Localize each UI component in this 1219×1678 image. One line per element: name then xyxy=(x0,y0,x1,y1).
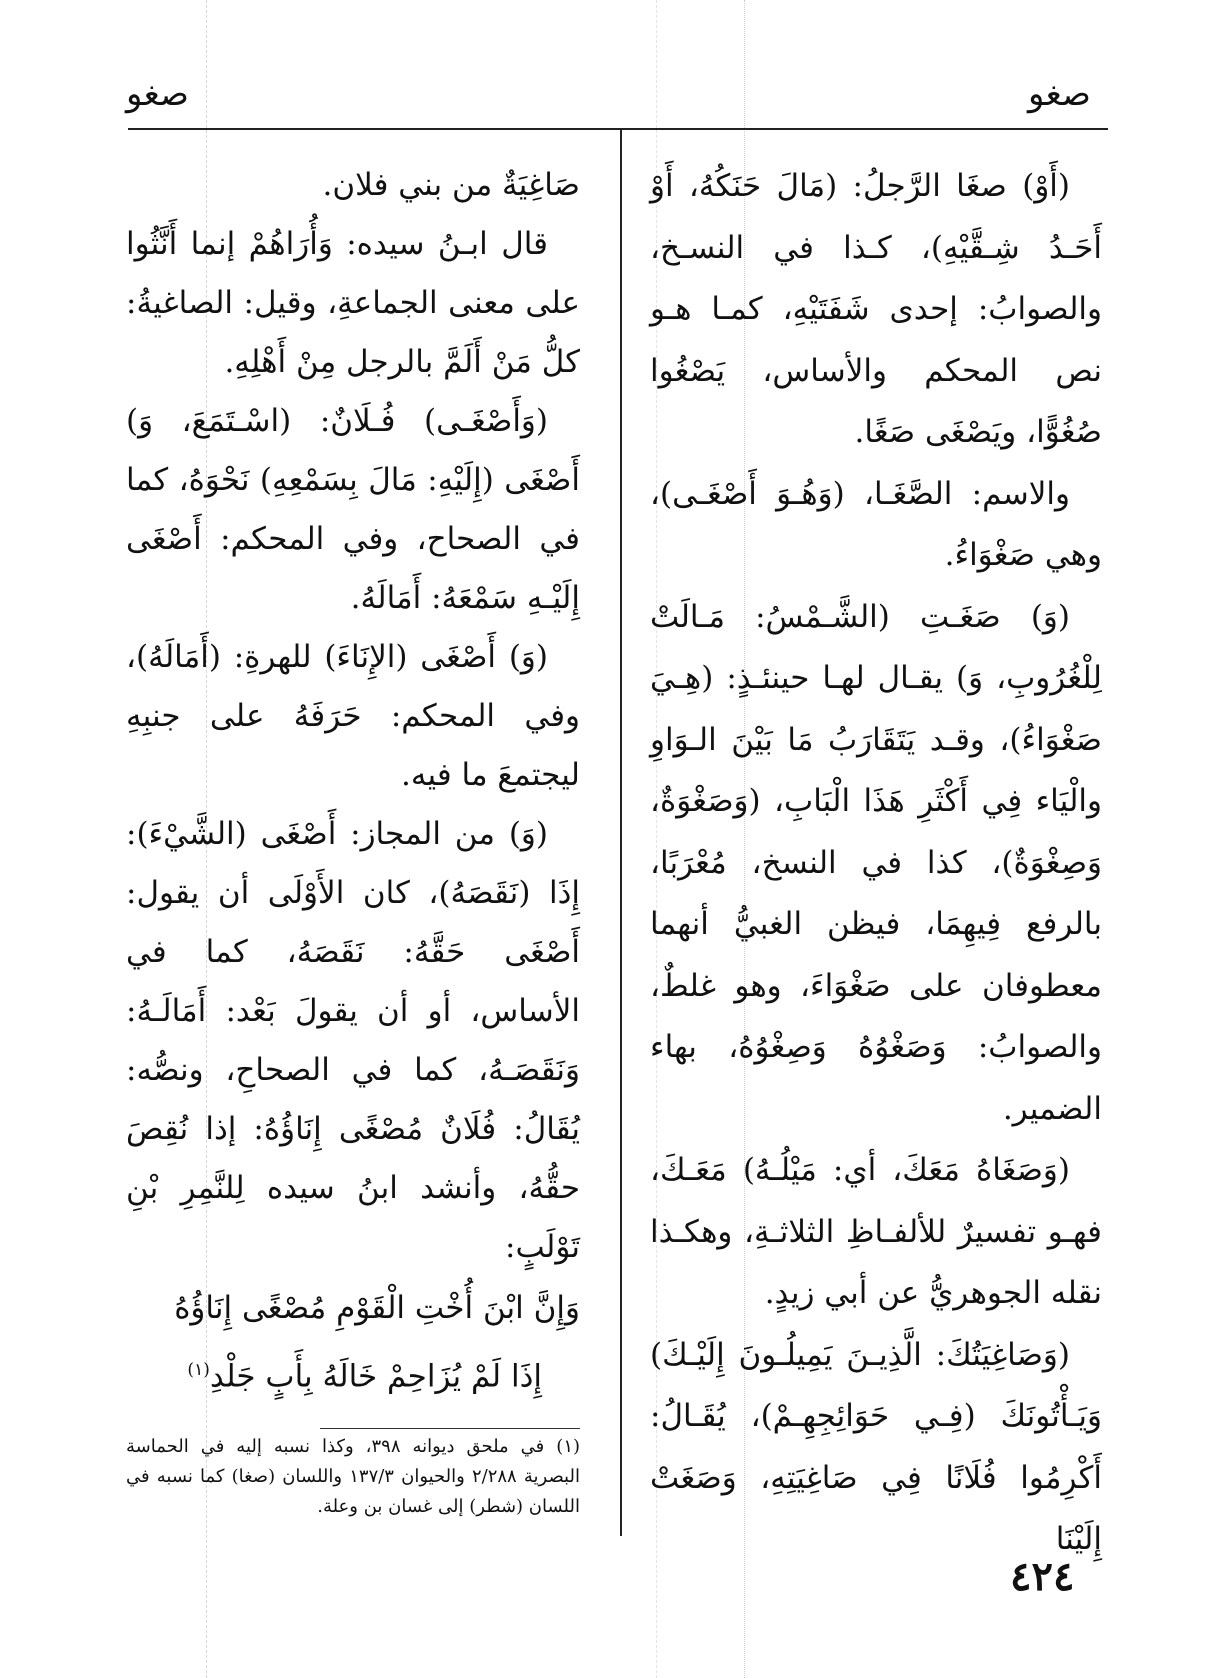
left-column xyxy=(126,156,580,1407)
paragraph: (وَ) أَصْغَى (الإِنَاءَ) للهرةِ: (أَمَالَهُ)، وفي المحكم: حَرَفَهُ على جنبِهِ ليجتمعَ ما فيه. xyxy=(126,639,580,793)
footnote-marker: (١) xyxy=(187,1360,210,1380)
verse-text: إِذَا لَمْ يُزَاحِمْ خَالَهُ بِأَبٍ جَلْدِ xyxy=(209,1358,542,1395)
paragraph: (وَأَصْغَـى) فُـلَانٌ: (اسْـتَمَعَ، وَ) أَصْغَى (إِلَيْهِ: مَالَ بِسَمْعِهِ) نَحْوَهُ، كما في الصحاح، وفي المحكم: أَصْغَى إِلَيْـهِ سَمْعَهُ: أَمَالَهُ. xyxy=(126,403,580,616)
column-divider xyxy=(620,128,622,1536)
paragraph: (أَوْ) صغَا الرَّجلُ: (مَالَ حَنَكُهُ، أَوْ أَحَـدُ شِـقَّيْهِ)، كـذا في النسـخ، والصوابُ: إحدى شَفَتَيْهِ، كمـا هـو نص المحكم والأساس، يَصْغُوا صُغُوًّا، ويَصْغَى صَغًا. xyxy=(650,168,1102,450)
paragraph: (وَصَغَاهُ مَعَكَ، أي: مَيْلُـهُ) مَعَـكَ، فهـو تفسيرٌ للألفـاظِ الثلاثـةِ، وهكـذا نقله الجوهريُّ عن أبي زيدٍ. xyxy=(650,1152,1102,1311)
paragraph: صَاغِيَةٌ من بني فلان. xyxy=(322,167,580,203)
paragraph: (وَ) من المجاز: أَصْغَى (الشَّيْءَ): إِذَا (نَقَصَهُ)، كان الأَوْلَى أن يقول: أَصْغَى حَقَّهُ: نَقَصَهُ، كما في الأساس، أو أن يقولَ بَعْد: أَمَالَـهُ: وَنَقَصَـهُ، كما في الصحاحِ، ونصُّه: يُقَالُ: فُلَانٌ مُصْغًى إِنَاؤُهُ: إذا نُقِصَ حقُّهُ، وأنشد ابنُ سيده لِلنَّمِرِ بْنِ تَوْلَبٍ: xyxy=(126,816,580,1265)
paragraph: قال ابـنُ سيده: وَأُرَاهُمْ إنما أَنَّثُوا على معنى الجماعةِ، وقيل: الصاغيةُ: كلُّ مَنْ أَلَمَّ بالرجل مِنْ أَهْلِهِ. xyxy=(126,226,580,380)
paragraph: (وَ) صَغَـتِ (الشَّـمْسُ: مَـالَتْ لِلْغُرُوبِ، وَ) يقـال لهـا حينئـذٍ: (هِـيَ صَغْوَاءُ)، وقـد يَتَقَارَبُ مَا بَيْنَ الـوَاوِ والْيَاء فِي أَكْثَرِ هَذَا الْبَابِ، (وَصَغْوَةٌ، وَصِغْوَةٌ)، كذا في النسخ، مُعْرَبًا، بالرفع فِيهِمَا، فيظن الغبيُّ أنهما معطوفان على صَغْوَاءَ، وهو غلطٌ، والصوابُ: وَصَغْوُهُ وَصِغْوُهُ، بهاء الضمير. xyxy=(650,598,1102,1127)
verse-line xyxy=(126,1339,580,1407)
paragraph: (وَصَاغِيَتُكَ: الَّذِيـنَ يَمِيلُـونَ إِلَيْـكَ) وَيَـأْتُونَكَ (فِـي حَوَائِجِهِـمْ)، يُقَـالُ: أَكْرِمُوا فُلَانًا فِي صَاغِيَتِهِ، وَصَغَتْ إِلَيْنَا xyxy=(650,1336,1102,1557)
right-column xyxy=(650,156,1102,1571)
paragraph: والاسم: الصَّغَـا، (وَهُـوَ أَصْغَـى)، وهي صَغْوَاءُ. xyxy=(650,475,1102,573)
verse-line: وَإِنَّ ابْنَ أُخْتِ الْقَوْمِ مُصْغًى إِنَاؤُهُ xyxy=(174,1290,580,1326)
running-header-left: صغو xyxy=(126,74,189,114)
page-number: ٤٢٤ xyxy=(1010,1553,1075,1600)
header-rule xyxy=(128,128,1108,130)
footnote: (١) في ملحق ديوانه ٣٩٨، وكذا نسبه إليه في الحماسة البصرية ٢/٢٨٨ والحيوان ١٣٧/٣ واللسان (صغا) كما نسبه في اللسان (شطر) إلى غسان بن وعلة. xyxy=(126,1436,581,1517)
running-header-right: صغو xyxy=(1028,74,1091,114)
footnote-rule xyxy=(320,1428,580,1429)
